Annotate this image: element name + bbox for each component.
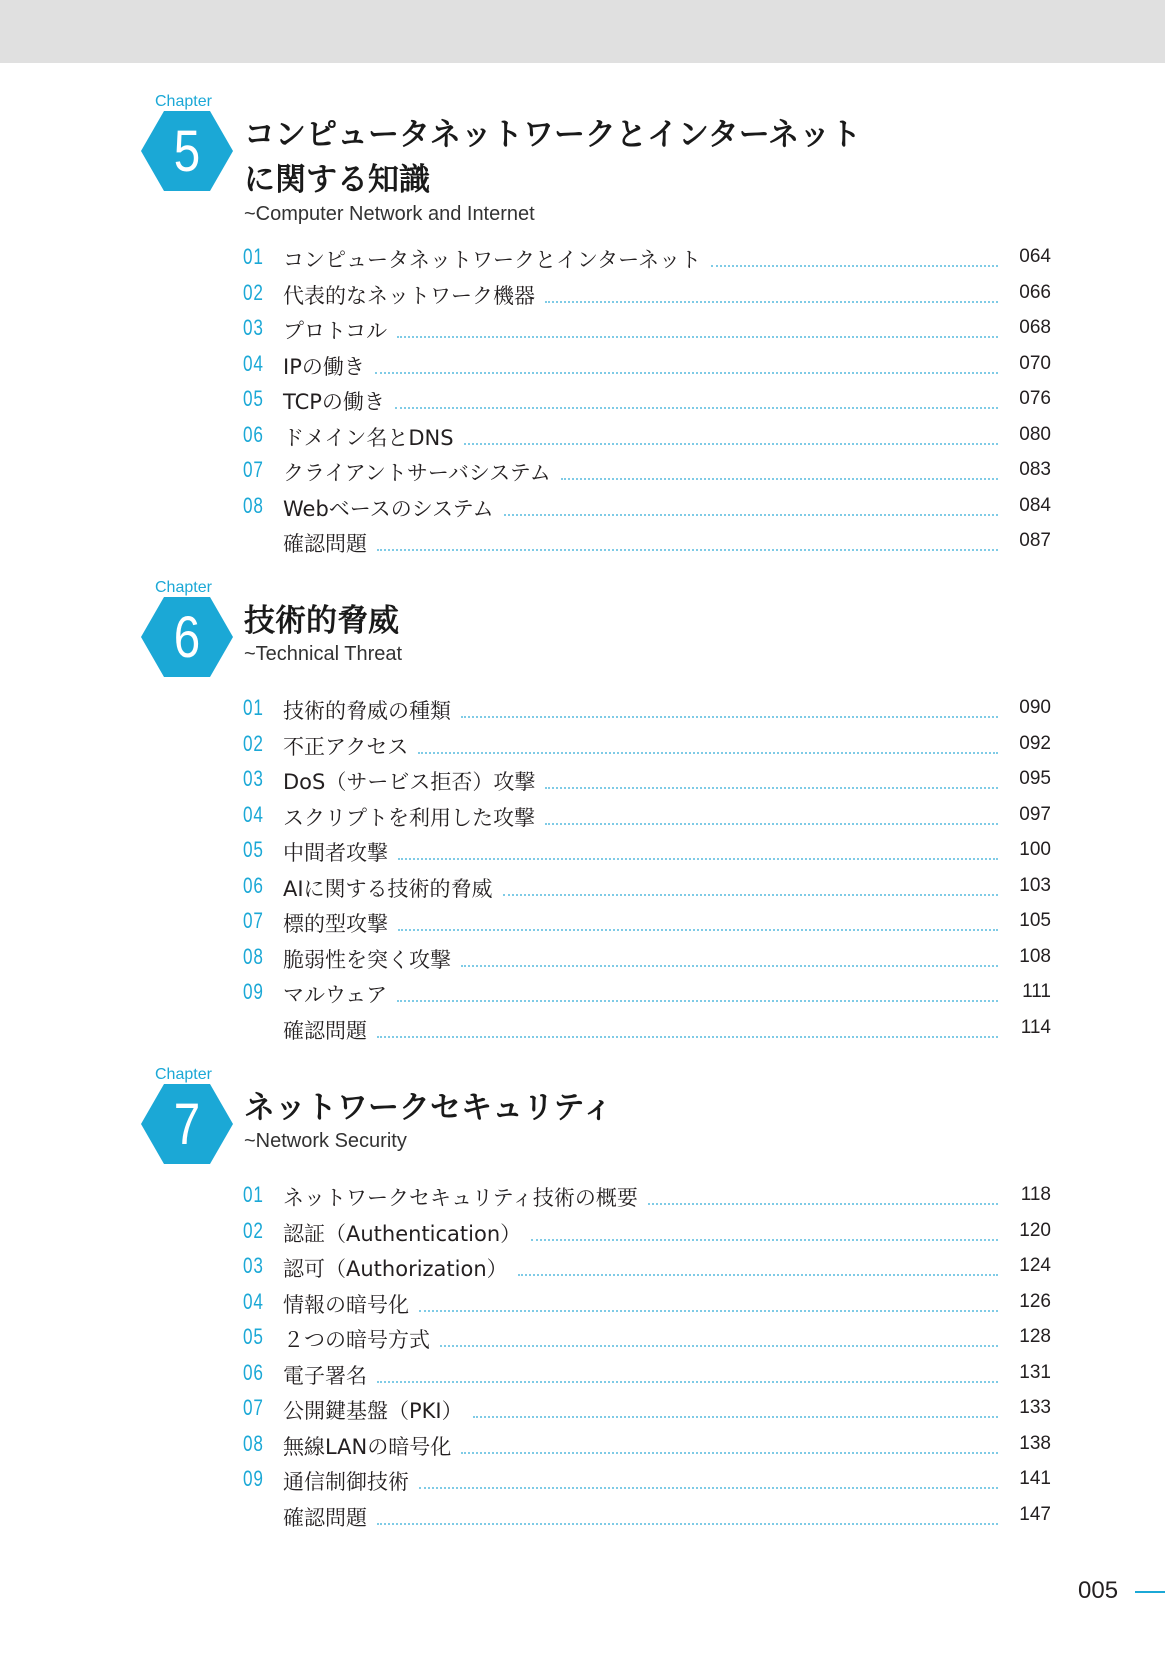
chapter-number: 7 — [173, 1092, 201, 1158]
toc-entry-title-wrap — [283, 873, 1008, 903]
toc-entry-title-wrap — [283, 280, 1008, 310]
toc-entry[interactable] — [0, 491, 1165, 526]
toc-entry-title-wrap — [283, 1289, 1008, 1319]
toc-entry-title: AIに関する技術的脅威 — [283, 876, 493, 901]
leader-dots — [545, 301, 998, 303]
toc-entry[interactable] — [0, 420, 1165, 455]
toc-entry[interactable] — [0, 313, 1165, 348]
toc-entry-title-wrap — [283, 244, 1008, 274]
chapter-number: 6 — [173, 605, 201, 671]
toc-entry-page: 084 — [1019, 494, 1051, 516]
chapter-title — [244, 599, 964, 644]
toc-entry-title: 確認問題 — [283, 1505, 367, 1530]
leader-dots — [648, 1203, 998, 1205]
chapter-label: Chapter — [155, 1066, 212, 1083]
toc-entry-title: 通信制御技術 — [283, 1470, 409, 1494]
toc-entry[interactable] — [0, 977, 1165, 1012]
chapter-subtitle: ~Computer Network and Internet — [244, 203, 535, 225]
toc-entry-page: 103 — [1019, 874, 1051, 896]
toc-entry-number: 08 — [243, 492, 264, 518]
toc-entry-title-wrap — [283, 351, 1008, 381]
toc-entry-number: 04 — [243, 350, 264, 376]
toc-entry[interactable] — [0, 1322, 1165, 1357]
toc-entry-number: 05 — [243, 1324, 264, 1349]
toc-entry[interactable] — [0, 1013, 1165, 1048]
toc-entry-title-wrap — [283, 837, 1008, 867]
toc-entry-number: 02 — [243, 279, 264, 305]
toc-entry[interactable] — [0, 1251, 1165, 1286]
toc-entry-page: 133 — [1019, 1397, 1051, 1418]
toc-entry-title-wrap — [283, 1182, 1008, 1212]
toc-entry[interactable] — [0, 1180, 1165, 1215]
toc-entry-title-wrap — [283, 1253, 1008, 1283]
chapter-title — [244, 1086, 964, 1131]
toc-entry-title: ドメイン名とDNS — [283, 425, 454, 450]
page-number: 005 — [1078, 1577, 1119, 1604]
leader-dots — [711, 265, 998, 267]
chapter-number-badge — [141, 1084, 233, 1164]
toc-entry[interactable] — [0, 871, 1165, 906]
toc-entry-title: ネットワークセキュリティ技術の概要 — [283, 1186, 638, 1210]
toc-entry-number: 05 — [243, 386, 264, 411]
toc-entry[interactable] — [0, 942, 1165, 977]
toc-entry-page: 097 — [1019, 803, 1051, 825]
toc-entry-title-wrap — [283, 315, 1008, 345]
toc-entry-title-wrap — [283, 695, 1008, 725]
leader-dots — [531, 1239, 998, 1241]
toc-entry-title: クライアントサーバシステム — [283, 461, 551, 485]
toc-entry-page: 095 — [1019, 768, 1051, 789]
toc-entry-title: マルウェア — [283, 983, 388, 1007]
leader-dots — [464, 443, 998, 445]
toc-entry[interactable] — [0, 526, 1165, 561]
chapter-number: 5 — [173, 119, 201, 185]
toc-entry-page: 118 — [1020, 1184, 1051, 1205]
toc-entry-page: 105 — [1019, 910, 1051, 931]
toc-entry-title: 情報の暗号化 — [283, 1292, 409, 1317]
toc-entry-page: 083 — [1019, 459, 1051, 480]
toc-entry-title: 確認問題 — [283, 532, 367, 556]
toc-entry[interactable] — [0, 278, 1165, 313]
toc-entry-title-wrap — [283, 1431, 1008, 1461]
toc-entry-title-wrap — [283, 802, 1008, 832]
chapter-subtitle: ~Technical Threat — [244, 643, 403, 665]
chapter-title-text: コンピュータネットワークとインターネットに関する知識 — [244, 117, 862, 198]
leader-dots — [377, 549, 998, 551]
toc-entry-page: 124 — [1019, 1255, 1051, 1276]
toc-entry[interactable] — [0, 349, 1165, 384]
toc-entry-title-wrap — [283, 1218, 1008, 1248]
toc-entry-title: 確認問題 — [283, 1018, 367, 1043]
toc-entry[interactable] — [0, 1287, 1165, 1322]
toc-entry-number: 09 — [243, 979, 264, 1004]
chapter-subtitle: ~Network Security — [244, 1130, 407, 1152]
toc-entry-number: 03 — [243, 315, 264, 340]
toc-entry[interactable] — [0, 455, 1165, 490]
toc-entry-number: 02 — [243, 1217, 264, 1243]
toc-entry-title: 脆弱性を突く攻撃 — [283, 947, 451, 972]
toc-entry-page: 090 — [1019, 697, 1051, 718]
toc-entry-title: 公開鍵基盤（PKI） — [283, 1399, 463, 1423]
toc-entry-title: ２つの暗号方式 — [283, 1328, 430, 1352]
leader-dots — [461, 1452, 998, 1454]
leader-dots — [397, 336, 998, 338]
toc-entry-page: 131 — [1019, 1361, 1051, 1383]
toc-entry-number: 03 — [243, 766, 264, 791]
chapter-number-badge — [141, 597, 233, 677]
leader-dots — [545, 787, 998, 789]
toc-entry-number: 06 — [243, 421, 264, 447]
toc-entry-page: 066 — [1019, 281, 1051, 303]
toc-entry[interactable] — [0, 1393, 1165, 1428]
toc-entry-number: 09 — [243, 1466, 264, 1491]
leader-dots — [461, 965, 998, 967]
toc-entry-number: 04 — [243, 801, 264, 827]
toc-entry[interactable] — [0, 1429, 1165, 1464]
toc-entry-title: コンピュータネットワークとインターネット — [283, 248, 702, 272]
toc-entry-page: 076 — [1019, 388, 1051, 409]
toc-entry-number: 01 — [243, 244, 264, 269]
toc-entry-page: 100 — [1019, 839, 1051, 860]
toc-entry-title: IPの働き — [283, 354, 365, 379]
toc-entry-title: 標的型攻撃 — [283, 912, 388, 936]
toc-entry-title-wrap — [283, 766, 1008, 796]
toc-entry-number: 01 — [243, 1182, 264, 1207]
chapter-title-text: 技術的脅威 — [244, 603, 399, 639]
toc-entry-title: 認証（Authentication） — [283, 1221, 522, 1246]
toc-entry-title-wrap — [283, 386, 1008, 416]
toc-entry-title: プロトコル — [283, 319, 388, 343]
leader-dots — [545, 823, 998, 825]
toc-entry-page: 114 — [1020, 1016, 1051, 1038]
leader-dots — [518, 1274, 998, 1276]
toc-entry-title-wrap — [283, 1466, 1008, 1496]
toc-entry-title-wrap — [283, 493, 1008, 523]
leader-dots — [398, 929, 998, 931]
toc-entry-number: 01 — [243, 695, 264, 720]
leader-dots — [419, 1487, 998, 1489]
toc-entry-page: 092 — [1019, 732, 1051, 754]
toc-entry[interactable] — [0, 1500, 1165, 1535]
toc-entry-page: 126 — [1019, 1290, 1051, 1312]
leader-dots — [504, 514, 998, 516]
toc-entry-page: 120 — [1019, 1219, 1051, 1241]
toc-entry[interactable] — [0, 1216, 1165, 1251]
toc-entry-number: 07 — [243, 908, 264, 933]
chapter-label: Chapter — [155, 93, 212, 110]
toc-entry-number: 03 — [243, 1253, 264, 1278]
toc-entry-page: 080 — [1019, 423, 1051, 445]
toc-entry-title-wrap — [283, 422, 1008, 452]
toc-entry-page: 111 — [1022, 981, 1051, 1002]
leader-dots — [395, 407, 998, 409]
toc-entry-number: 06 — [243, 872, 264, 898]
toc-entry[interactable] — [0, 729, 1165, 764]
toc-entry[interactable] — [0, 1464, 1165, 1499]
toc-entry-number: 04 — [243, 1288, 264, 1314]
toc-entry-page: 128 — [1019, 1326, 1051, 1347]
toc-entry[interactable] — [0, 906, 1165, 941]
toc-entry-page: 070 — [1019, 352, 1051, 374]
toc-entry-page: 138 — [1019, 1432, 1051, 1454]
toc-entry-title: DoS（サービス拒否）攻撃 — [283, 770, 536, 794]
toc-entry-title-wrap — [283, 908, 1008, 938]
toc-entry-title: 電子署名 — [283, 1363, 367, 1388]
leader-dots — [419, 1310, 998, 1312]
header-band — [0, 0, 1165, 63]
toc-entry-number: 06 — [243, 1359, 264, 1385]
toc-entry-number: 08 — [243, 1430, 264, 1456]
leader-dots — [561, 478, 998, 480]
toc-entry-title-wrap — [283, 979, 1008, 1009]
toc-entry-title-wrap — [283, 731, 1008, 761]
toc-entry-title: 認可（Authorization） — [283, 1257, 508, 1281]
toc-entry-page: 141 — [1019, 1468, 1051, 1489]
leader-dots — [397, 1000, 998, 1002]
page-number-rule — [1135, 1591, 1165, 1593]
toc-entry-number: 07 — [243, 457, 264, 482]
chapter-title — [244, 113, 964, 203]
toc-entry-title-wrap — [283, 1360, 1008, 1390]
leader-dots — [377, 1523, 998, 1525]
toc-entry-page: 147 — [1019, 1503, 1051, 1525]
toc-entry-number: 02 — [243, 730, 264, 756]
toc-entry-title-wrap — [283, 457, 1008, 487]
toc-entry-title: TCPの働き — [283, 390, 385, 414]
leader-dots — [398, 858, 998, 860]
toc-entry-title: 代表的なネットワーク機器 — [283, 283, 535, 308]
toc-entry-title: 無線LANの暗号化 — [283, 1434, 452, 1459]
toc-entry[interactable] — [0, 384, 1165, 419]
toc-entry[interactable] — [0, 764, 1165, 799]
leader-dots — [377, 1381, 998, 1383]
toc-entry-title: スクリプトを利用した攻撃 — [283, 805, 535, 830]
toc-entry[interactable] — [0, 1358, 1165, 1393]
toc-entry-page: 087 — [1019, 530, 1051, 551]
toc-entry-page: 108 — [1019, 945, 1051, 967]
toc-entry[interactable] — [0, 693, 1165, 728]
leader-dots — [461, 716, 998, 718]
leader-dots — [377, 1036, 998, 1038]
toc-entry-title: 不正アクセス — [283, 734, 409, 759]
chapter-title-text: ネットワークセキュリティ — [244, 1090, 613, 1126]
toc-entry-page: 068 — [1019, 317, 1051, 338]
leader-dots — [473, 1416, 998, 1418]
leader-dots — [440, 1345, 998, 1347]
toc-entry[interactable] — [0, 242, 1165, 277]
toc-entry-title-wrap — [283, 1015, 1008, 1045]
toc-entry[interactable] — [0, 835, 1165, 870]
chapter-number-badge — [141, 111, 233, 191]
toc-entry-number: 05 — [243, 837, 264, 862]
leader-dots — [418, 752, 998, 754]
toc-entry-title: 技術的脅威の種類 — [283, 699, 451, 723]
toc-entry[interactable] — [0, 800, 1165, 835]
leader-dots — [375, 372, 998, 374]
toc-entry-title-wrap — [283, 528, 1008, 558]
toc-entry-title: 中間者攻撃 — [283, 841, 388, 865]
toc-entry-title: Webベースのシステム — [283, 496, 494, 521]
toc-entry-page: 064 — [1019, 246, 1051, 267]
toc-entry-title-wrap — [283, 1395, 1008, 1425]
toc-entry-title-wrap — [283, 944, 1008, 974]
toc-entry-number: 08 — [243, 943, 264, 969]
toc-entry-title-wrap — [283, 1502, 1008, 1532]
toc-entry-title-wrap — [283, 1324, 1008, 1354]
toc-entry-number: 07 — [243, 1395, 264, 1420]
leader-dots — [503, 894, 998, 896]
chapter-label: Chapter — [155, 579, 212, 596]
